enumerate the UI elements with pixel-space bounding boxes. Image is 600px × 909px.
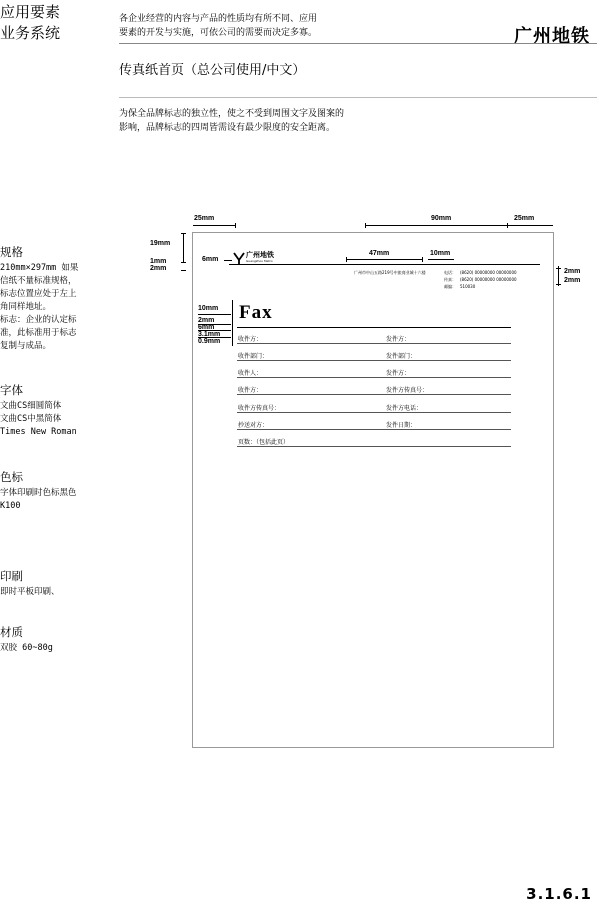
spec-font-title: 字体 [0, 383, 23, 397]
field-line [237, 343, 511, 344]
dim-left-vline [183, 233, 184, 263]
dim-htick [181, 270, 186, 271]
fax-title: Fax [239, 302, 273, 323]
field-line [237, 429, 511, 430]
spec-print-title: 印刷 [0, 569, 23, 583]
dim-fax-2: 2mm [198, 317, 215, 324]
fax-title-rule [237, 327, 511, 328]
header-divider [119, 43, 597, 44]
page-heading: 传真纸首页（总公司使用/中文） [119, 63, 306, 78]
page-number: 3.1.6.1 [526, 885, 592, 903]
field-label-right-3: 发件方： [386, 370, 411, 377]
spec-material-text: 双胶 60~80g [0, 643, 53, 653]
field-label-right-2: 发件部门： [386, 353, 417, 360]
header-desc-line2: 要素的开发与实施，可依公司的需要而决定多寡。 [119, 28, 318, 38]
intro-text [119, 107, 379, 135]
spec-font [0, 384, 100, 439]
header-desc-line1: 各企业经营的内容与产品的性质均有所不同、应用 [119, 14, 318, 24]
dim-fax-6: 6mm [198, 324, 215, 331]
dim-left-1: 1mm [150, 258, 167, 265]
dim-tick [422, 257, 423, 262]
intro-line1: 为保全品牌标志的独立性，使之不受到周围文字及图案的 [119, 109, 345, 119]
dim-fax-10: 10mm [198, 305, 219, 312]
logo-name: 广州地铁 [246, 251, 274, 259]
field-label-right-6: 发件日期： [386, 422, 417, 429]
field-line [237, 412, 511, 413]
dim-htick [556, 284, 561, 285]
dim-right-vline [558, 266, 559, 286]
dim-left-19: 19mm [150, 240, 171, 247]
dim-top-right-line [508, 225, 553, 226]
metro-logo-icon [233, 250, 245, 269]
dim-top-right: 25mm [514, 215, 535, 222]
dim-top-left: 25mm [194, 215, 215, 222]
spec-color [0, 471, 100, 513]
spec-color-text: 字体印刷时色标黑色 K100 [0, 488, 77, 511]
address-text: 广州市中山五路219号中旅商业城十六楼 [354, 270, 426, 275]
letterhead-rule [229, 264, 540, 265]
tel-value: (8620) 00000000 00000000 [460, 270, 517, 275]
field-label-pages: 页数：（包括此页） [238, 439, 290, 446]
dim-htick [556, 268, 561, 269]
section-title [0, 2, 60, 44]
zip-label: 邮编： [444, 284, 456, 289]
spec-font-text: 文曲CS细圆简体 文曲CS中黑简体 Times New Roman [0, 401, 77, 437]
field-label-left-4: 收件方： [238, 387, 263, 394]
dim-top-left-line [193, 225, 235, 226]
dim-top-mid: 90mm [431, 215, 452, 222]
field-line [237, 360, 511, 361]
spec-material-title: 材质 [0, 625, 23, 639]
dim-mid-47-line [346, 259, 422, 260]
field-label-left-1: 收件方： [238, 336, 263, 343]
dim-top-mid-line [365, 225, 507, 226]
dim-mid-10: 10mm [430, 250, 451, 257]
section-title-line2: 业务系统 [0, 24, 61, 42]
field-label-left-6: 抄送对方： [238, 422, 269, 429]
dim-left-2: 2mm [150, 265, 167, 272]
brand-name: 广州地铁 [514, 26, 590, 47]
intro-line2: 影响，品牌标志的四周皆需设有最少限度的安全距离。 [119, 123, 336, 133]
field-label-right-5: 发件方电话： [386, 405, 423, 412]
field-label-right-4: 发件方传真号： [386, 387, 429, 394]
dim-mid-10-line [428, 259, 454, 260]
fax-label: 传真： [444, 277, 456, 282]
field-label-right-1: 发件方： [386, 336, 411, 343]
spec-size-title: 规格 [0, 245, 23, 259]
dim-tick [365, 223, 366, 228]
section-title-line1: 应用要素 [0, 3, 61, 21]
dim-fax-09: 0.9mm [198, 338, 221, 345]
field-label-left-3: 收件人： [238, 370, 263, 377]
dim-tick [235, 223, 236, 228]
dim-fax-rule [198, 314, 231, 315]
field-line [237, 377, 511, 378]
spec-size-text: 210mm×297mm 如果 信纸不量标准规格， 标志位置应处于左上 角同样地址。 标志：企业的认定标 准，此标准用于标志 复制与成品。 [0, 263, 79, 351]
field-label-left-2: 收件部门： [238, 353, 269, 360]
logo-subtitle: Guangzhou Metro [246, 259, 273, 263]
field-line [237, 446, 511, 447]
spec-print [0, 570, 100, 599]
field-label-left-5: 收件方传真号： [238, 405, 281, 412]
dim-logo-line [224, 260, 232, 261]
header-description [119, 12, 369, 40]
field-line [237, 394, 511, 395]
zip-value: 510030 [460, 284, 476, 289]
heading-divider [119, 97, 597, 98]
tel-label: 电话： [444, 270, 456, 275]
dim-logo-6: 6mm [202, 256, 219, 263]
spec-print-text: 即时平板印刷、 [0, 587, 60, 597]
fax-value: (8620) 00000000 00000000 [460, 277, 517, 282]
dim-right-2a: 2mm [564, 268, 581, 275]
dim-tick [346, 257, 347, 262]
dim-right-2b: 2mm [564, 277, 581, 284]
dim-fax-31: 3.1mm [198, 331, 221, 338]
dim-mid-47: 47mm [369, 250, 390, 257]
dim-htick [181, 262, 186, 263]
spec-color-title: 色标 [0, 470, 23, 484]
dim-htick [181, 233, 186, 234]
spec-size [0, 246, 98, 353]
fax-dim-vline [232, 300, 233, 346]
spec-material [0, 626, 100, 655]
